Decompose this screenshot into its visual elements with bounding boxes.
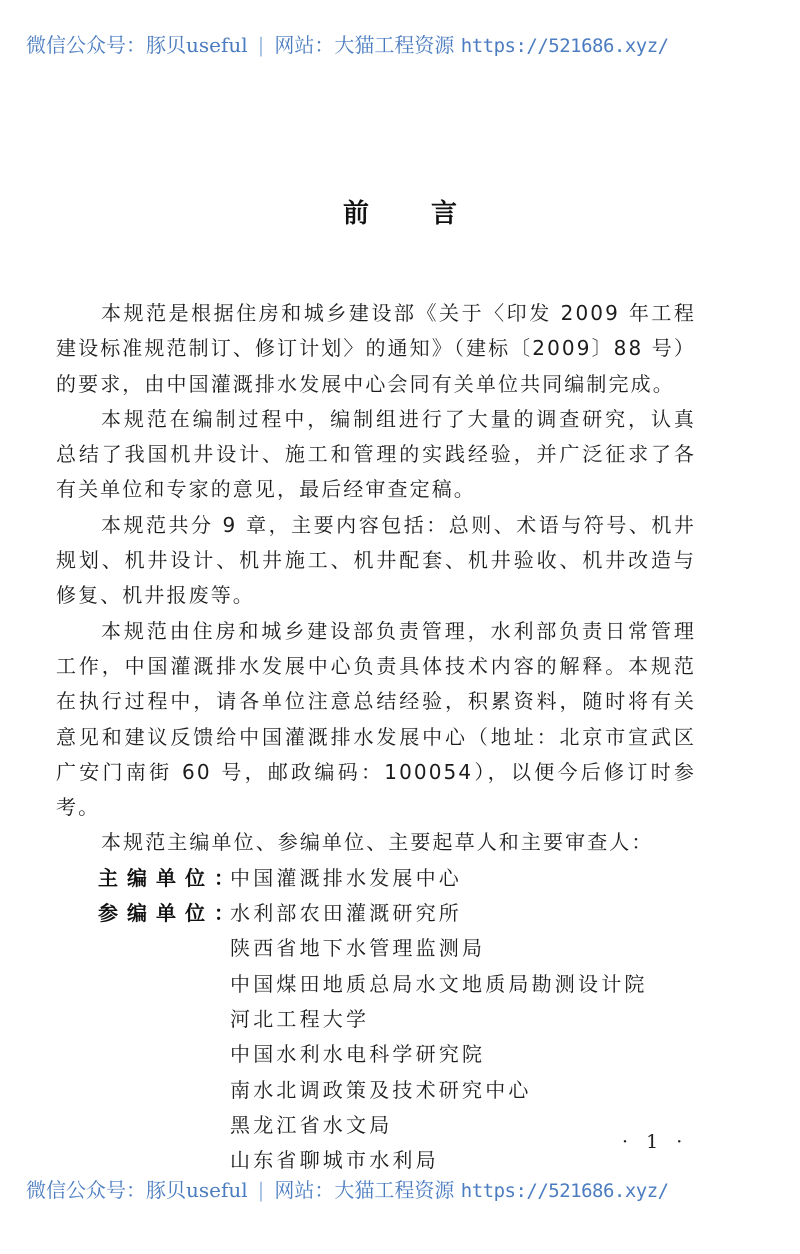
document-body	[56, 296, 696, 1178]
watermark-separator: |	[257, 33, 265, 57]
chief-editor-label: 主编单位：	[98, 865, 243, 890]
watermark-url[interactable]: https://521686.xyz/	[460, 1180, 669, 1202]
participating-unit: 陕西省地下水管理监测局	[230, 936, 486, 961]
page-title: 前言	[342, 199, 519, 229]
watermark-footer	[26, 1177, 786, 1204]
participating-editors-units	[230, 896, 648, 1178]
watermark-site: 网站：大猫工程资源	[274, 33, 455, 57]
paragraph-management: 本规范由住房和城乡建设部负责管理，水利部负责日常管理工作，中国灌溉排水发展中心负责具体技术内容的解释。本规范在执行过程中，请各单位注意总结经验，积累资料，随时将有关意见和建议反馈给中国灌溉排水发展中心（地址：北京市宣武区广安门南街 60 号，邮政编码：100054），以便今后修订时参考。	[56, 618, 696, 820]
participating-unit: 水利部农田灌溉研究所	[230, 901, 462, 926]
page-number: · 1 ·	[622, 1131, 689, 1153]
paragraph-process: 本规范在编制过程中，编制组进行了大量的调查研究，认真总结了我国机井设计、施工和管理的实践经验，并广泛征求了各有关单位和专家的意见，最后经审查定稿。	[56, 406, 696, 502]
watermark-site: 网站：大猫工程资源	[274, 1178, 455, 1202]
paragraph-credits-intro: 本规范主编单位、参编单位、主要起草人和主要审查人：	[101, 830, 654, 855]
participating-unit: 中国煤田地质总局水文地质局勘测设计院	[230, 971, 648, 996]
participating-editors-row	[56, 896, 696, 1178]
watermark-header	[26, 32, 786, 59]
participating-unit: 山东省聊城市水利局	[230, 1148, 439, 1173]
watermark-separator: |	[257, 1178, 265, 1202]
chief-editor-row	[56, 861, 696, 896]
participating-unit: 南水北调政策及技术研究中心	[230, 1077, 532, 1102]
chief-editor-units	[230, 861, 462, 896]
participating-unit: 中国水利水电科学研究院	[230, 1042, 486, 1067]
paragraph-contents: 本规范共分 9 章，主要内容包括：总则、术语与符号、机井规划、机井设计、机井施工、机井配套、机井验收、机井改造与修复、机井报废等。	[56, 512, 696, 608]
chief-editor-unit: 中国灌溉排水发展中心	[230, 865, 462, 890]
participating-unit: 河北工程大学	[230, 1006, 370, 1031]
watermark-wechat: 微信公众号：豚贝useful	[26, 33, 248, 57]
paragraph-basis: 本规范是根据住房和城乡建设部《关于〈印发 2009 年工程建设标准规范制订、修订计划〉的通知》（建标〔2009〕88 号）的要求，由中国灌溉排水发展中心会同有关单位共同编制完成。	[56, 301, 696, 396]
participating-unit: 黑龙江省水文局	[230, 1112, 393, 1137]
watermark-wechat: 微信公众号：豚贝useful	[26, 1178, 248, 1202]
participating-editors-label: 参编单位：	[98, 901, 243, 926]
watermark-url[interactable]: https://521686.xyz/	[460, 35, 669, 57]
